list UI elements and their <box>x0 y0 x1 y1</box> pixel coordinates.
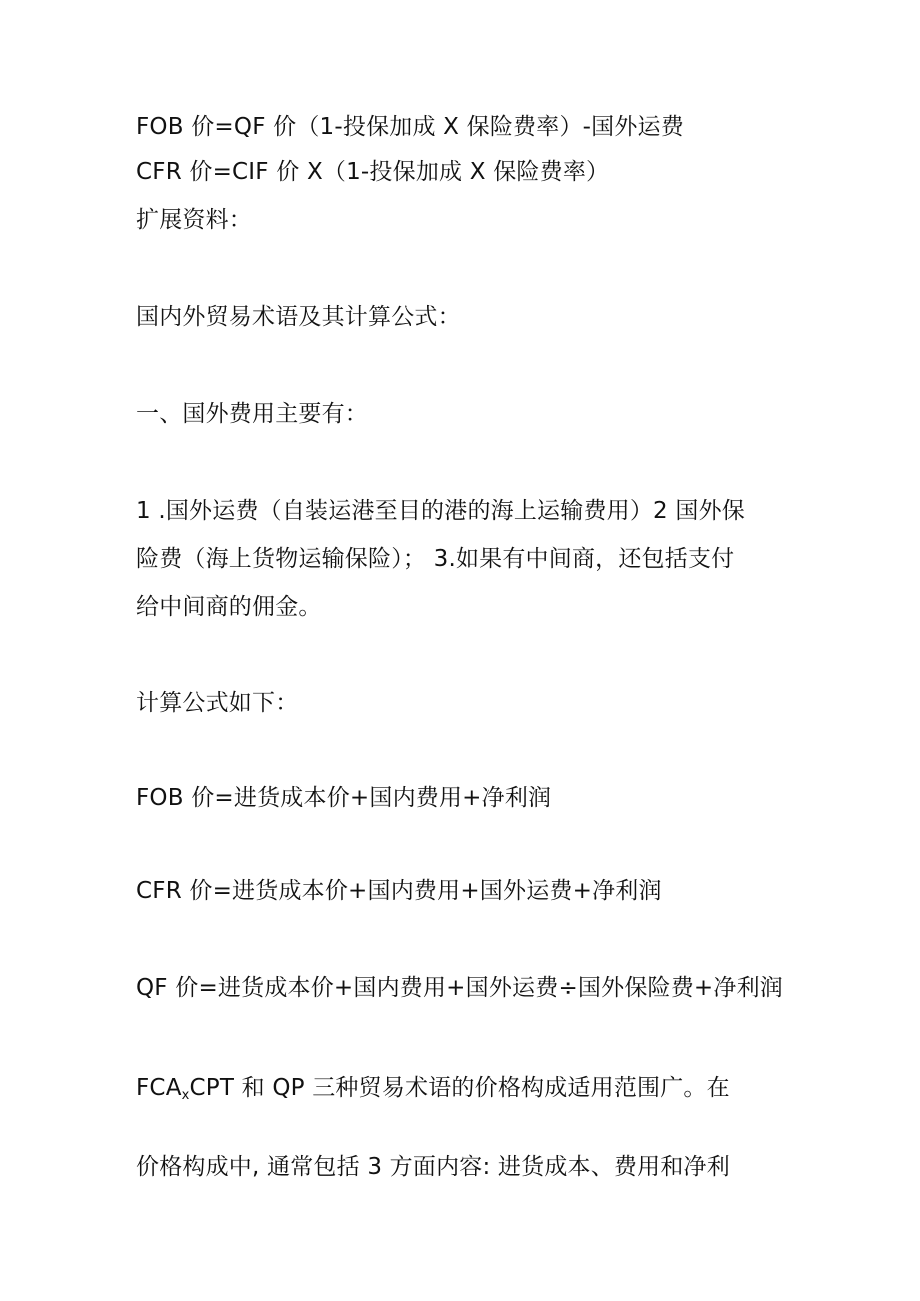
formula-cfr-from-cif: CFR 价=CIF 价 X（1-投保加成 X 保险费率） <box>136 159 610 185</box>
fca-prefix: FCA <box>136 1075 182 1101</box>
fca-rest: CPT 和 QP 三种贸易术语的价格构成适用范围广。在 <box>189 1075 730 1101</box>
section-heading-formulas: 计算公式如下： <box>136 690 299 716</box>
formula-cif: QF 价=进货成本价+国内费用+国外运费÷国外保险费+净利润 <box>136 975 784 1001</box>
fca-subscript: x <box>181 1088 190 1103</box>
formula-fob-from-cif: FOB 价=QF 价（1-投保加成 X 保险费率）-国外运费 <box>136 114 684 140</box>
fca-cpt-line <box>136 1077 730 1102</box>
formula-fob: FOB 价=进货成本价+国内费用+净利润 <box>136 785 552 811</box>
section-heading-foreign-costs: 一、国外费用主要有： <box>136 401 368 427</box>
paragraph-line-1: 1 .国外运费（自装运港至目的港的海上运输费用）2 国外保 <box>136 498 745 524</box>
formula-cfr: CFR 价=进货成本价+国内费用+国外运费+净利润 <box>136 878 662 904</box>
paragraph-line-3: 给中间商的佣金。 <box>136 594 322 620</box>
section-heading-extended: 扩展资料： <box>136 207 252 233</box>
paragraph-line-2: 险费（海上货物运输保险）； 3.如果有中间商，还包括支付 <box>136 546 735 572</box>
price-composition-line: 价格构成中, 通常包括 3 方面内容: 进货成本、费用和净利 <box>136 1154 730 1180</box>
section-heading-terms: 国内外贸易术语及其计算公式： <box>136 304 461 330</box>
